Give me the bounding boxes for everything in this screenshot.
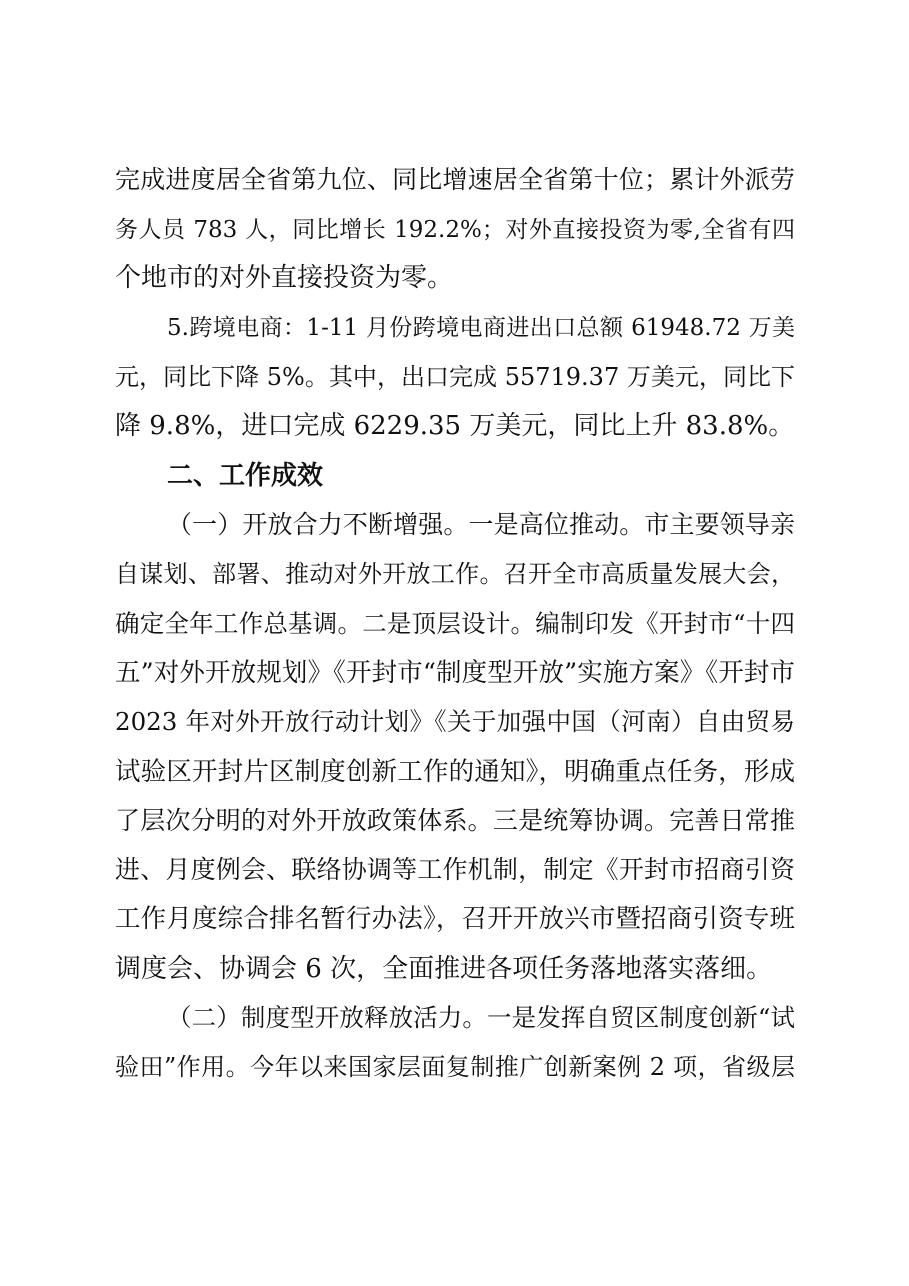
paragraph-line: 降 9.8%，进口完成 6229.35 万美元，同比上升 83.8%。: [115, 411, 795, 441]
paragraph-line: 务人员 783 人，同比增长 192.2%；对外直接投资为零,全省有四: [115, 217, 795, 243]
paragraph-line: 验田”作用。今年以来国家层面复制推广创新案例 2 项，省级层: [115, 1053, 795, 1081]
paragraph-line: （一）开放合力不断增强。一是高位推动。市主要领导亲: [167, 510, 795, 539]
paragraph-line: 调度会、协调会 6 次，全面推进各项任务落地落实落细。: [115, 954, 773, 984]
section-heading: 二、工作成效: [167, 461, 324, 491]
paragraph-line: 完成进度居全省第九位、同比增速居全省第十位；累计外派劳: [115, 165, 795, 194]
paragraph-line: 进、月度例会、联络协调等工作机制，制定《开封市招商引资: [115, 855, 795, 884]
paragraph-line: 元，同比下降 5%。其中，出口完成 55719.37 万美元，同比下: [115, 363, 795, 391]
paragraph-line: 自谋划、部署、推动对外开放工作。召开全市高质量发展大会，: [115, 560, 795, 588]
paragraph-line: 试验区开封片区制度创新工作的通知》，明确重点任务，形成: [115, 757, 795, 787]
paragraph-line: 了层次分明的对外开放政策体系。三是统筹协调。完善日常推: [115, 806, 795, 835]
paragraph-line: 确定全年工作总基调。二是顶层设计。编制印发《开封市“十四: [115, 609, 795, 638]
paragraph-line: （二）制度型开放释放活力。一是发挥自贸区制度创新“试: [167, 1003, 795, 1032]
paragraph-line: 5.跨境电商：1-11 月份跨境电商进出口总额 61948.72 万美: [167, 315, 795, 341]
paragraph-line: 2023 年对外开放行动计划》《关于加强中国（河南）自由贸易: [115, 707, 795, 736]
paragraph-line: 五”对外开放规划》《开封市“制度型开放”实施方案》《开封市: [115, 658, 795, 688]
paragraph-line: 个地市的对外直接投资为零。: [115, 263, 454, 293]
paragraph-line: 工作月度综合排名暂行办法》，召开开放兴市暨招商引资专班: [115, 904, 795, 934]
